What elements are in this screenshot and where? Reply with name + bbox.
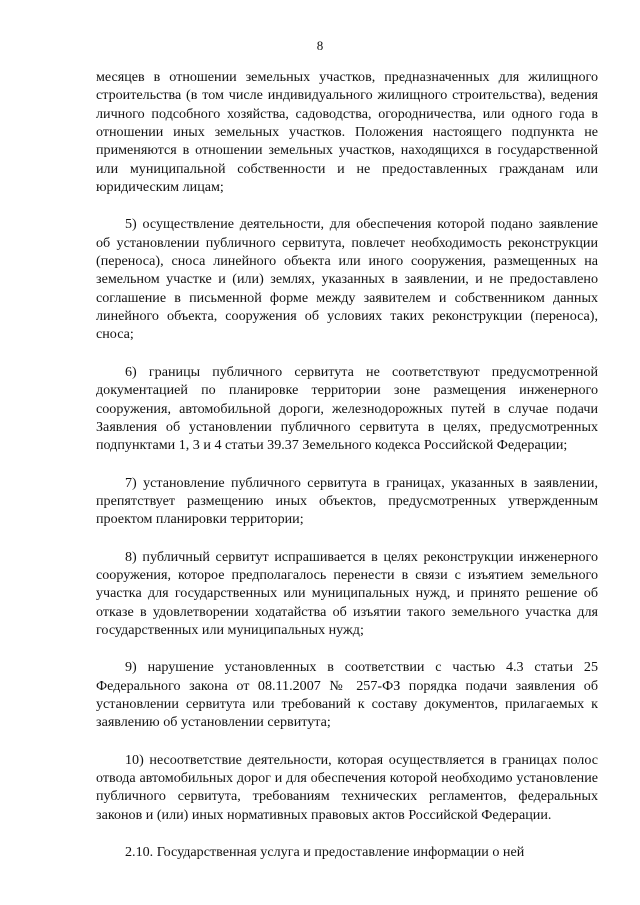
paragraph-item-9: 9) нарушение установленных в соответствии с частью 4.3 статьи 25 Федерального закона от 08.11.2007 № 257-ФЗ порядка подачи заявления об установлении сервитута или требований к составу документов, прилагаемых к заявлению об установлении сервитута; bbox=[96, 659, 598, 731]
document-body bbox=[96, 68, 598, 861]
section-2-10-heading: 2.10. Государственная услуга и предоставление информации о ней bbox=[125, 844, 525, 861]
page-number: 8 bbox=[316, 38, 324, 53]
paragraph-continuation: месяцев в отношении земельных участков, предназначенных для жилищного строительства (в том числе индивидуального жилищного строительства), ведения личного подсобного хозяйства, садоводства, огородничества, или одного года в отношении иных земельных участков. Положения настоящего подпункта не применяются в отношении земельных участков, находящихся в государственной или муниципальной собственности и не предоставленных гражданам или юридическим лицам; bbox=[96, 69, 598, 196]
paragraph-item-8: 8) публичный сервитут испрашивается в целях реконструкции инженерного сооружения, которое предполагалось перенести в связи с изъятием земельного участка для государственных или муниципальных нужд, и принято решение об отказе в удовлетворении ходатайства об изъятии такого земельного участка для государственных или муниципальных нужд; bbox=[96, 548, 598, 638]
paragraph-item-10: 10) несоответствие деятельности, которая осуществляется в границах полос отвода автомобильных дорог и для обеспечения которой необходимо установление публичного сервитута, требованиям технических регламентов, федеральных законов и (или) иных нормативных правовых актов Российской Федерации. bbox=[96, 751, 598, 823]
paragraph-item-7: 7) установление публичного сервитута в границах, указанных в заявлении, препятствует размещению иных объектов, предусмотренных утвержденным проектом планировки территории; bbox=[96, 474, 598, 528]
paragraph-item-6: 6) границы публичного сервитута не соответствуют предусмотренной документацией по планировке территории зоне размещения инженерного сооружения, автомобильной дороги, железнодорожных путей в случае подачи Заявления об установлении публичного сервитута в целях, предусмотренных подпунктами 1, 3 и 4 статьи 39.37 Земельного кодекса Российской Федерации; bbox=[96, 363, 598, 454]
paragraph-item-5: 5) осуществление деятельности, для обеспечения которой подано заявление об установлении публичного сервитута, повлечет необходимость реконструкции (переноса), сноса линейного объекта или иного сооружения, размещенных на земельном участке и (или) землях, указанных в заявлении, и не предоставлено соглашение в письменной форме между заявителем и собственником данных линейного объекта, сооружения об условиях таких реконструкции (переноса), сноса; bbox=[96, 216, 598, 343]
